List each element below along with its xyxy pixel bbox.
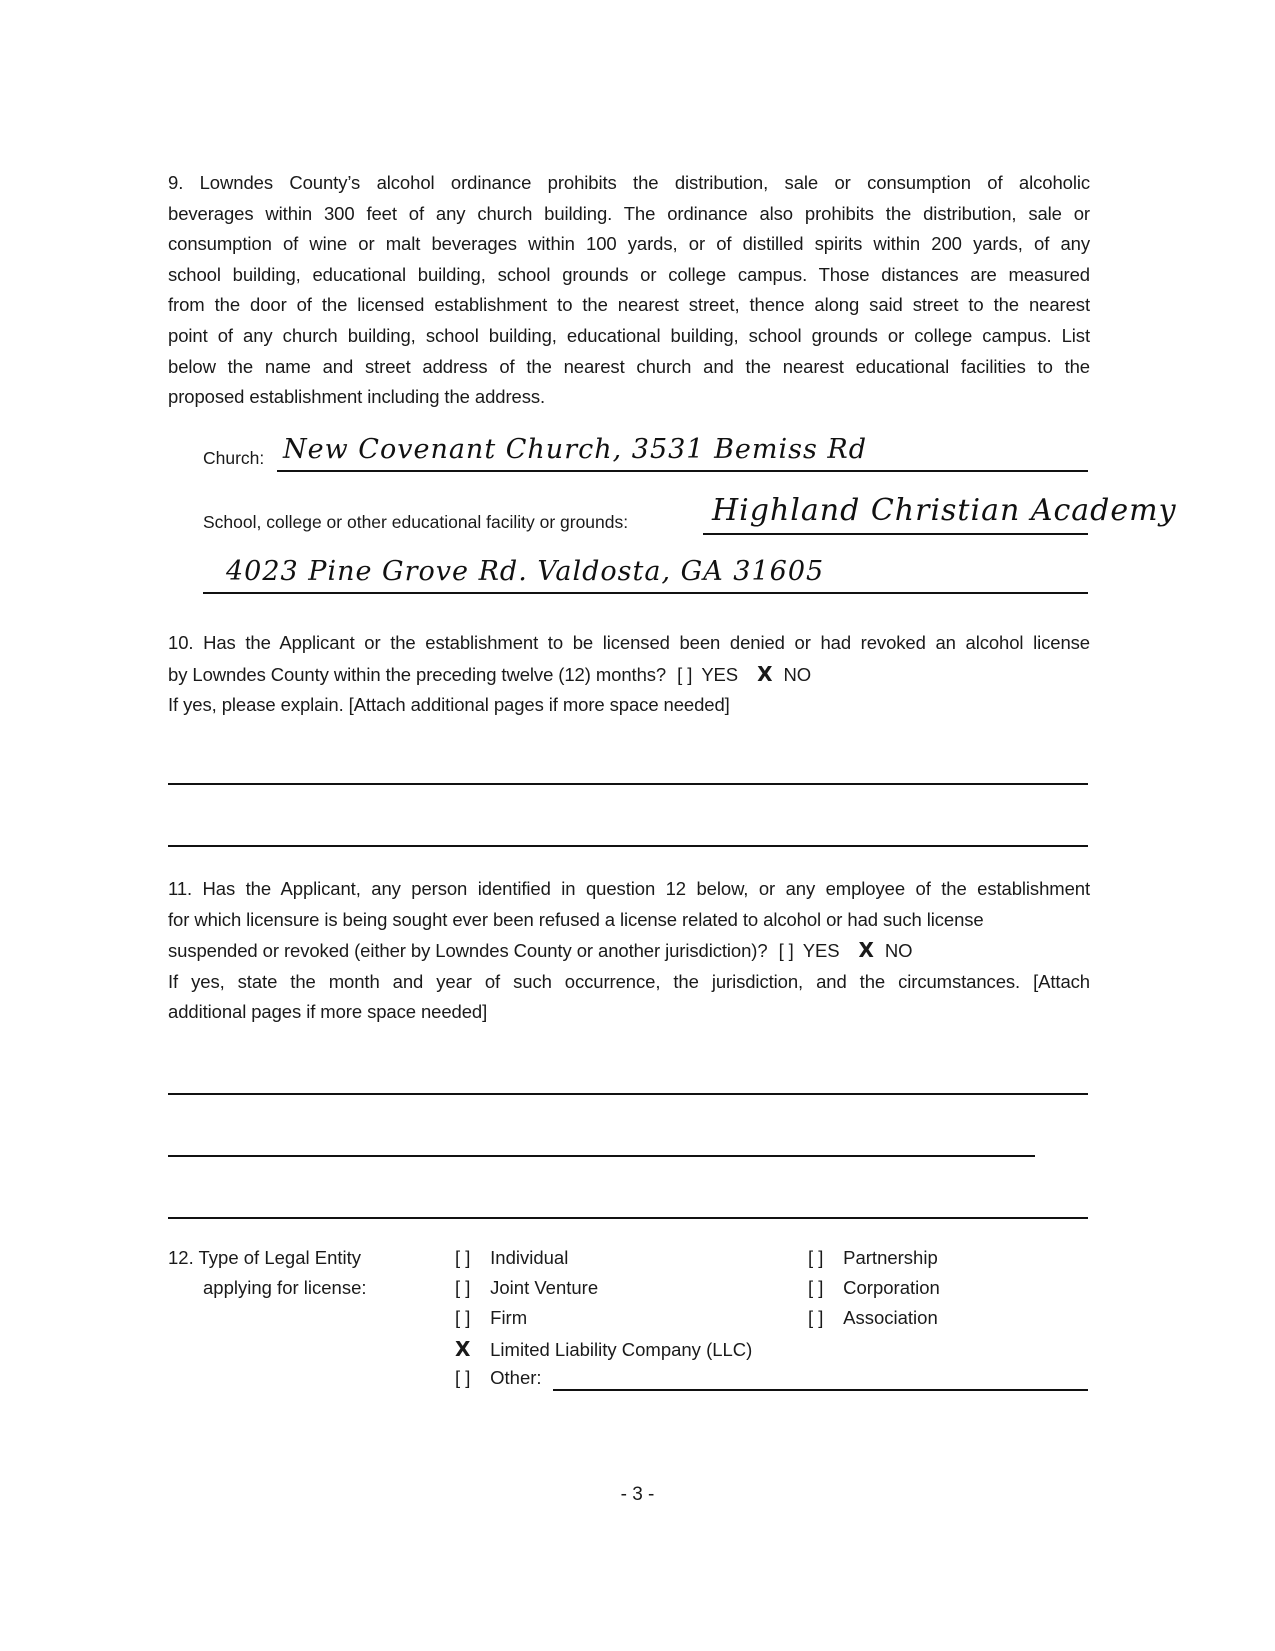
q11-no-label: NO <box>884 940 913 962</box>
other-entity-input[interactable] <box>553 1389 1088 1391</box>
entity-option-joint-venture[interactable] <box>455 1277 598 1299</box>
joint-venture-checkbox[interactable]: [ ] <box>455 1277 471 1298</box>
association-checkbox[interactable]: [ ] <box>808 1307 824 1328</box>
school-field-line <box>703 533 1088 535</box>
individual-checkbox[interactable]: [ ] <box>455 1247 471 1268</box>
llc-checkbox-checked[interactable]: X <box>455 1337 471 1361</box>
q10-no-label: NO <box>783 663 812 685</box>
entity-option-llc[interactable] <box>455 1337 752 1361</box>
q10-question-line: 10. Has the Applicant or the establishment to be licensed been denied or had revoked an alcohol license <box>168 632 1090 653</box>
q11-instructions: additional pages if more space needed] <box>168 1001 488 1023</box>
individual-label: Individual <box>490 1247 569 1268</box>
q10-yes-label: YES <box>701 663 739 685</box>
partnership-checkbox[interactable]: [ ] <box>808 1247 824 1268</box>
q10-no-checkbox-checked[interactable]: X <box>757 661 773 686</box>
other-label: Other: <box>490 1367 542 1388</box>
q11-answer-line[interactable] <box>168 1155 1035 1157</box>
school-address-field[interactable]: 4023 Pine Grove Rd. Valdosta, GA 31605 <box>226 556 825 587</box>
q11-question-line: for which licensure is being sought ever been refused a license related to alcohol or had such license <box>168 908 984 930</box>
q10-yes-checkbox[interactable]: [ ] <box>677 663 693 685</box>
partnership-label: Partnership <box>843 1247 938 1268</box>
q9-line: 9. Lowndes County’s alcohol ordinance prohibits the distribution, sale or consumption of alcoholic <box>168 172 1090 193</box>
q12-label: 12. Type of Legal Entity <box>168 1247 362 1268</box>
q11-instructions: If yes, state the month and year of such occurrence, the jurisdiction, and the circumstances. [Attach <box>168 970 1090 992</box>
q11-yes-label: YES <box>802 940 840 962</box>
q10-block <box>168 628 1090 721</box>
entity-option-association[interactable] <box>808 1307 938 1329</box>
school-label: School, college or other educational facility or grounds: <box>203 512 629 532</box>
church-label: Church: <box>203 448 265 468</box>
q11-question-line <box>168 935 1090 967</box>
joint-venture-label: Joint Venture <box>490 1277 599 1298</box>
church-field[interactable]: New Covenant Church, 3531 Bemiss Rd <box>283 434 868 465</box>
church-field-line <box>277 470 1088 472</box>
q10-answer-line[interactable] <box>168 845 1088 847</box>
q10-answer-line[interactable] <box>168 783 1088 785</box>
q9-line: from the door of the licensed establishment to the nearest street, thence along said street to the nearest <box>168 294 1090 316</box>
q9-line: school building, educational building, school grounds or college campus. Those distances are measured <box>168 263 1090 285</box>
q11-block <box>168 874 1090 1028</box>
q11-answer-line[interactable] <box>168 1093 1088 1095</box>
school-address-line <box>203 592 1088 594</box>
q9-line: consumption of wine or malt beverages within 100 yards, or of distilled spirits within 200 yards, of any <box>168 233 1090 255</box>
q9-line: proposed establishment including the address. <box>168 386 546 408</box>
q10-question-text: by Lowndes County within the preceding twelve (12) months? <box>168 663 667 685</box>
corporation-label: Corporation <box>843 1277 940 1298</box>
entity-option-other[interactable] <box>455 1367 542 1389</box>
entity-option-partnership[interactable] <box>808 1247 938 1269</box>
q9-line: beverages within 300 feet of any church building. The ordinance also prohibits the distribution, sale or <box>168 202 1090 224</box>
corporation-checkbox[interactable]: [ ] <box>808 1277 824 1298</box>
q9-line: below the name and street address of the nearest church and the nearest educational facilities to the <box>168 355 1090 377</box>
q11-question-line: 11. Has the Applicant, any person identified in question 12 below, or any employee of the establishment <box>168 878 1090 899</box>
other-checkbox[interactable]: [ ] <box>455 1367 471 1388</box>
q9-line: point of any church building, school building, educational building, school grounds or college campus. List <box>168 324 1090 346</box>
association-label: Association <box>843 1307 938 1328</box>
entity-option-firm[interactable] <box>455 1307 527 1329</box>
page-number: - 3 - <box>620 1484 655 1505</box>
q9-paragraph <box>168 168 1090 413</box>
q12-label: applying for license: <box>203 1277 367 1298</box>
firm-checkbox[interactable]: [ ] <box>455 1307 471 1328</box>
llc-label: Limited Liability Company (LLC) <box>490 1339 753 1360</box>
entity-option-corporation[interactable] <box>808 1277 940 1299</box>
q11-no-checkbox-checked[interactable]: X <box>858 938 874 963</box>
q11-yes-checkbox[interactable]: [ ] <box>778 940 794 962</box>
firm-label: Firm <box>490 1307 528 1328</box>
school-field[interactable]: Highland Christian Academy <box>712 493 1177 528</box>
q11-answer-line[interactable] <box>168 1217 1088 1219</box>
entity-option-individual[interactable] <box>455 1247 568 1269</box>
q11-question-text: suspended or revoked (either by Lowndes County or another jurisdiction)? <box>168 940 768 962</box>
q10-question-line <box>168 659 1090 691</box>
q10-instructions: If yes, please explain. [Attach additional pages if more space needed] <box>168 694 730 716</box>
